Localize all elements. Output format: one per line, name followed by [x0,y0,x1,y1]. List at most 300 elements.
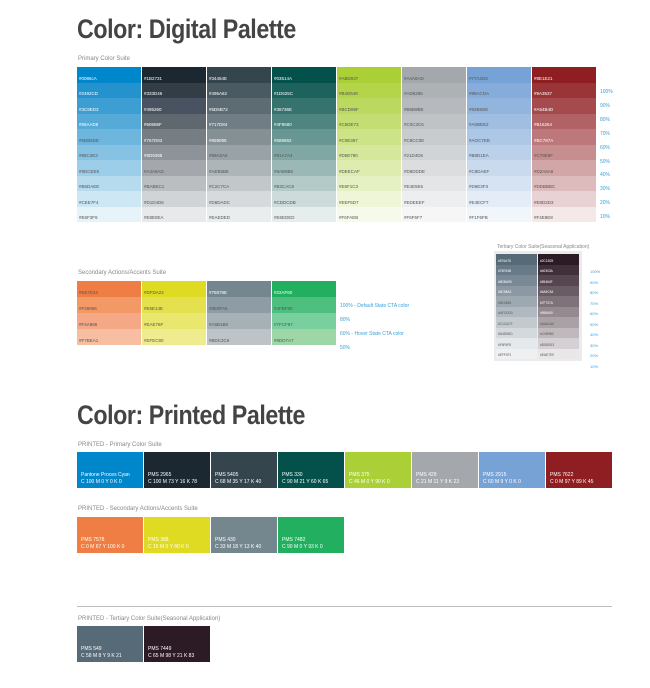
hex-label: #40303A [540,269,553,273]
color-swatch [142,191,206,207]
color-swatch [467,191,531,207]
color-swatch [402,191,466,207]
color-swatch [142,313,206,329]
cmyk-values: C 15 M 0 Y 80 K 0 [148,544,189,550]
color-swatch [337,67,401,83]
color-swatch [402,207,466,223]
hex-label: #C8CC0E [404,137,425,143]
hex-label: #75878E [209,290,228,295]
hex-label: #55464F [540,279,553,284]
percent-label: 10% [590,363,599,369]
print-swatch [211,452,277,488]
color-swatch [496,296,537,307]
color-swatch [142,114,206,130]
cmyk-values: C 0 M 67 Y 100 K 0 [81,544,125,550]
cmyk-values: C 68 M 35 Y 17 K 40 [215,479,262,485]
print-swatch [345,452,411,488]
note-label: 80% [340,317,351,323]
color-swatch [538,338,579,349]
color-swatch [207,281,271,297]
hex-label: #C9DAEF [469,168,490,174]
swatch-column [142,281,206,345]
hex-label: #F4A886 [79,322,98,327]
color-swatch [142,129,206,145]
cmyk-values: C 100 M 73 Y 16 K 78 [148,479,198,485]
color-swatch [467,98,531,114]
cmyk-values: C 60 M 9 Y 0 K 0 [483,479,521,485]
hex-label: #22AF60 [274,290,293,295]
color-swatch [538,296,579,307]
pms-name: PMS 7482 [282,537,306,543]
hex-label: #8E1E21 [534,75,553,81]
percent-label: 60% [590,311,599,316]
hex-label: #CEE7F4 [79,199,99,205]
color-swatch [272,98,336,114]
hex-label: #77A2D6 [469,75,488,81]
color-swatch [538,328,579,339]
pms-name: PMS 429 [416,472,437,478]
pms-name: PMS 430 [215,537,236,543]
hex-label: #C2C7CA [209,184,230,189]
hex-label: #AAA1A6 [540,321,554,326]
color-swatch [496,265,537,276]
color-swatch [272,281,336,297]
pms-name: PMS 549 [81,646,102,652]
hex-label: #F6FAEB [339,215,359,220]
color-swatch [207,191,271,207]
color-swatch [272,191,336,207]
pms-name: PMS 7449 [148,646,172,652]
percent-label: 90% [590,279,599,285]
color-swatch [402,129,466,145]
color-swatch [207,207,271,223]
hex-label: #C0B9BC [540,332,555,336]
hex-label: #E6EDED [274,215,295,220]
tertiary-suite-label: Tertiary Color Suite(Seasonal Application) [497,244,590,250]
swatch-column [532,67,596,222]
color-swatch [142,207,206,223]
swatch-column [207,281,271,345]
hex-label: #BDC3C6 [209,338,230,343]
color-swatch [207,313,271,329]
color-swatch [272,129,336,145]
print-swatch [412,452,478,488]
color-swatch [272,67,336,83]
color-swatch [77,129,141,145]
color-swatch [538,349,579,360]
percent-label: 30% [590,342,599,348]
pms-name: PMS 388 [148,537,169,543]
color-swatch [272,176,336,192]
hex-label: #A4A8AD [144,168,164,174]
color-swatch [538,286,579,297]
tertiary-color-grid [496,254,580,359]
color-swatch [337,114,401,130]
color-swatch [142,176,206,192]
percent-label: 10% [600,214,611,221]
pms-name: PMS 7622 [550,472,574,478]
digital-palette-title: Color: Digital Palette [77,14,296,44]
hex-label: #1B2731 [144,75,163,81]
color-swatch [496,317,537,328]
hex-label: #4F8580 [274,122,292,127]
swatch-column [207,67,271,222]
hex-label: #C0C3C6 [404,122,424,127]
print-swatch [77,452,143,488]
hex-label: #4FBF80 [274,306,293,311]
hex-label: #03514A [274,75,293,81]
color-swatch [532,191,596,207]
hex-label: #D6DADC [209,199,231,205]
hex-label: #2492CD [79,91,99,96]
percent-label: 70% [590,300,599,306]
color-swatch [337,176,401,192]
hex-label: #B8D1EA [469,153,489,158]
color-swatch [467,114,531,130]
swatch-column [77,281,141,345]
hex-label: #6DB6DE [79,137,100,143]
hex-label: #AD8285 [404,91,423,96]
color-swatch [207,114,271,130]
print-swatch [77,517,143,553]
hex-label: #7F737A [540,300,553,305]
color-swatch [142,67,206,83]
divider [77,606,612,607]
pms-name: PMS 375 [349,472,370,478]
color-swatch [77,313,141,329]
hex-label: #BC787A [534,137,554,143]
color-swatch [402,145,466,161]
secondary-color-grid [77,281,337,345]
percent-label: 90% [600,102,611,109]
percent-label: 100% [600,89,613,95]
note-label: 60% - Hover State CTA color [340,331,404,337]
print-swatch [278,452,344,488]
hex-label: #E4ECF7 [469,199,489,205]
hex-label: #AFCDD0 [498,311,513,315]
hex-label: #9AB9B6 [274,168,294,174]
color-swatch [77,160,141,176]
hex-label: #717D84 [209,122,228,127]
color-swatch [402,83,466,99]
hex-label: #D6E3F3 [469,184,489,189]
hex-label: #AEB5B8 [209,168,229,174]
hex-label: #92B5DE [469,106,489,112]
color-swatch [532,114,596,130]
color-swatch [337,160,401,176]
color-swatch [272,145,336,161]
hex-label: #EE7E43 [79,290,99,295]
hex-label: #E5E14E [144,306,164,311]
percent-label: 40% [590,332,599,337]
hex-label: #495A62 [209,91,228,96]
color-swatch [142,83,206,99]
hex-label: #C78E8F [534,153,554,158]
color-swatch [467,129,531,145]
swatch-column [142,67,206,222]
swatch-column [467,67,531,222]
color-swatch [532,145,596,161]
cmyk-values: C 100 M 0 Y 0 K 0 [81,479,122,485]
color-swatch [207,297,271,313]
hex-label: #B6B9BE [404,106,424,112]
hex-label: #5D6B72 [209,106,228,112]
color-swatch [77,145,141,161]
hex-label: #576A78 [498,258,511,263]
color-swatch [496,307,537,318]
hex-label: #B3CAC8 [274,184,295,189]
hex-label: #E8D2D3 [534,199,554,205]
hex-label: #CDDCDB [274,199,296,205]
percent-label: 80% [590,290,599,295]
hex-label: #EDEEEF [404,199,425,205]
hex-label: #85C2E3 [79,153,98,158]
hex-label: #8C98A3 [498,290,512,294]
color-swatch [532,176,596,192]
color-swatch [337,129,401,145]
color-swatch [402,67,466,83]
cmyk-values: C 90 M 0 Y 93 K 0 [282,544,323,550]
hex-label: #F6F6F7 [404,215,423,220]
pms-name: PMS 2965 [148,472,172,478]
color-swatch [538,307,579,318]
hex-label: #F29966 [79,306,97,311]
cmyk-values: C 21 M 11 Y 9 K 23 [416,479,460,485]
color-swatch [272,329,336,345]
hex-label: #F4E8E8 [534,215,553,220]
print-swatch [211,517,277,553]
percent-label: 100% [590,269,601,274]
print-swatch [479,452,545,488]
color-swatch [538,254,579,265]
hex-label: #EAE76F [144,322,164,327]
color-swatch [207,145,271,161]
color-swatch [142,98,206,114]
color-swatch [142,329,206,345]
hex-label: #A6B1B6 [209,322,229,327]
print-swatch [77,626,143,662]
hex-label: #34454E [209,75,228,81]
color-swatch [496,275,537,286]
hex-label: #D5D0D3 [540,342,554,347]
color-swatch [467,67,531,83]
color-swatch [337,83,401,99]
percent-label: 20% [590,353,599,358]
pms-name: PMS 5405 [215,472,239,478]
swatch-column [272,281,336,345]
color-swatch [272,207,336,223]
color-swatch [538,275,579,286]
color-swatch [532,160,596,176]
color-swatch [402,114,466,130]
color-swatch [207,160,271,176]
print-swatch [144,626,210,662]
color-swatch [467,207,531,223]
hex-label: #3C9ED3 [79,106,99,112]
hex-label: #D1D4D6 [144,199,164,205]
percent-label: 70% [600,130,611,137]
printed-tertiary-label: PRINTED - Tertiary Color Suite(Seasonal Application) [78,616,221,622]
note-label: 50% [340,345,351,351]
hex-label: #0086cA [79,75,97,81]
cmyk-values: C 46 M 0 Y 90 K 0 [349,479,390,485]
color-swatch [272,114,336,130]
color-swatch [272,160,336,176]
hex-label: #767D83 [144,137,163,143]
swatch-column [538,254,579,359]
print-swatch [144,452,210,488]
color-swatch [467,176,531,192]
hex-label: #F6F6F8 [498,342,511,347]
color-swatch [402,160,466,176]
note-label: 100% - Default State CTA color [340,303,410,309]
color-swatch [496,328,537,339]
percent-label: 20% [600,200,611,207]
color-swatch [207,129,271,145]
printed-secondary-label: PRINTED - Secondary Actions/Accents Suite [78,506,198,512]
color-swatch [337,145,401,161]
hex-label: #75E94B [498,269,512,273]
color-swatch [532,98,596,114]
hex-label: #D2A5A6 [534,168,554,174]
color-swatch [538,265,579,276]
percent-label: 50% [590,321,599,327]
color-swatch [337,98,401,114]
hex-label: #EAEDED [209,215,231,220]
color-swatch [77,114,141,130]
hex-label: #BCD95F [339,106,359,112]
hex-label: #ABD037 [339,75,359,81]
color-swatch [77,98,141,114]
percent-label: 30% [600,186,611,193]
cmyk-values: C 0 M 97 Y 89 K 45 [550,479,594,485]
hex-label: #E8E9EA [144,215,164,220]
hex-label: #A54B4D [534,106,554,112]
swatch-column [337,67,401,222]
hex-label: #9DCEE9 [79,168,100,174]
percent-label: 80% [600,116,611,123]
swatch-column [77,67,141,222]
hex-label: #55AAD8 [79,122,99,127]
hex-label: #D9DDDE [404,168,426,174]
color-swatch [142,281,206,297]
color-swatch [467,160,531,176]
hex-label: #81A7A4 [274,153,293,158]
color-swatch [77,297,141,313]
swatch-column [272,67,336,222]
color-swatch [538,317,579,328]
hex-label: #2C1B25 [540,258,554,263]
hex-label: #6A5C64 [540,290,554,294]
color-swatch [77,191,141,207]
hex-label: #AOC7EB [469,137,490,143]
color-swatch [207,67,271,83]
color-swatch [77,281,141,297]
color-swatch [532,129,596,145]
hex-label: #689692 [274,137,292,143]
color-swatch [77,329,141,345]
hex-label: #A4A8AD [404,75,424,81]
color-swatch [142,297,206,313]
printed-palette-title: Color: Printed Palette [77,400,305,430]
hex-label: #958A90 [540,311,553,315]
hex-label: #A0BEE2 [469,122,489,127]
cmyk-values: C 65 M 98 Y 21 K 83 [148,653,195,659]
color-swatch [402,98,466,114]
hex-label: #9DD7A7 [274,338,294,343]
hex-label: #EEF6D7 [339,199,359,205]
color-swatch [207,329,271,345]
print-swatch [546,452,612,488]
color-swatch [77,176,141,192]
hex-label: #DDBBBC [534,184,556,189]
color-swatch [272,297,336,313]
hex-label: #BABEC1 [144,184,165,189]
color-swatch [337,207,401,223]
hex-label: #B4D549 [339,91,358,96]
pms-name: PMS 330 [282,472,303,478]
color-swatch [532,83,596,99]
cmyk-values: C 90 M 21 Y 60 K 65 [282,479,329,485]
hex-label: #C1CACF [498,321,513,326]
secondary-suite-label: Secondary Actions/Accents Suite [78,270,167,276]
hex-label: #60686F [144,122,162,127]
color-swatch [496,349,537,360]
hex-label: #DFDA22 [144,290,164,295]
pms-name: PMS 7578 [81,537,105,543]
color-swatch [77,83,141,99]
hex-label: #E6F3F9 [79,215,98,220]
hex-label: #C5DE73 [339,122,359,127]
hex-label: #EFEC90 [144,338,164,343]
hex-label: #E6F1C3 [339,184,359,189]
percent-label: 60% [600,144,611,151]
hex-label: #333D46 [144,91,163,96]
color-swatch [77,207,141,223]
primary-suite-label: Primary Color Suite [78,56,131,62]
color-swatch [272,83,336,99]
primary-color-grid [77,67,597,222]
color-swatch [402,176,466,192]
cmyk-values: C 58 M 8 Y 9 K 21 [81,653,122,659]
hex-label: #495260 [144,106,162,112]
hex-label: #85ACDA [469,91,490,96]
color-swatch [142,160,206,176]
hex-label: #8D9398 [144,153,163,158]
hex-label: #D4D9DD [498,332,513,336]
pms-name: Pantone Proces Cyan [81,472,130,478]
print-swatch [144,517,210,553]
hex-label: #EFF0F1 [498,353,512,357]
color-swatch [532,67,596,83]
hex-label: #36736E [274,106,293,112]
cmyk-values: C 33 M 18 Y 13 K 40 [215,544,262,550]
color-swatch [467,83,531,99]
color-swatch [272,313,336,329]
color-swatch [467,145,531,161]
hex-label: #7FCF97 [274,322,293,327]
hex-label: #99A2A6 [209,153,228,158]
color-swatch [337,191,401,207]
swatch-column [402,67,466,222]
hex-label: #1D625C [274,91,294,96]
hex-label: #B16264 [534,122,553,127]
hex-label: #D5E790 [339,153,358,158]
hex-label: #EAE7E9 [540,353,554,357]
color-swatch [207,83,271,99]
hex-label: #21D4D6 [404,153,424,158]
hex-label: #DEECAF [339,168,360,174]
